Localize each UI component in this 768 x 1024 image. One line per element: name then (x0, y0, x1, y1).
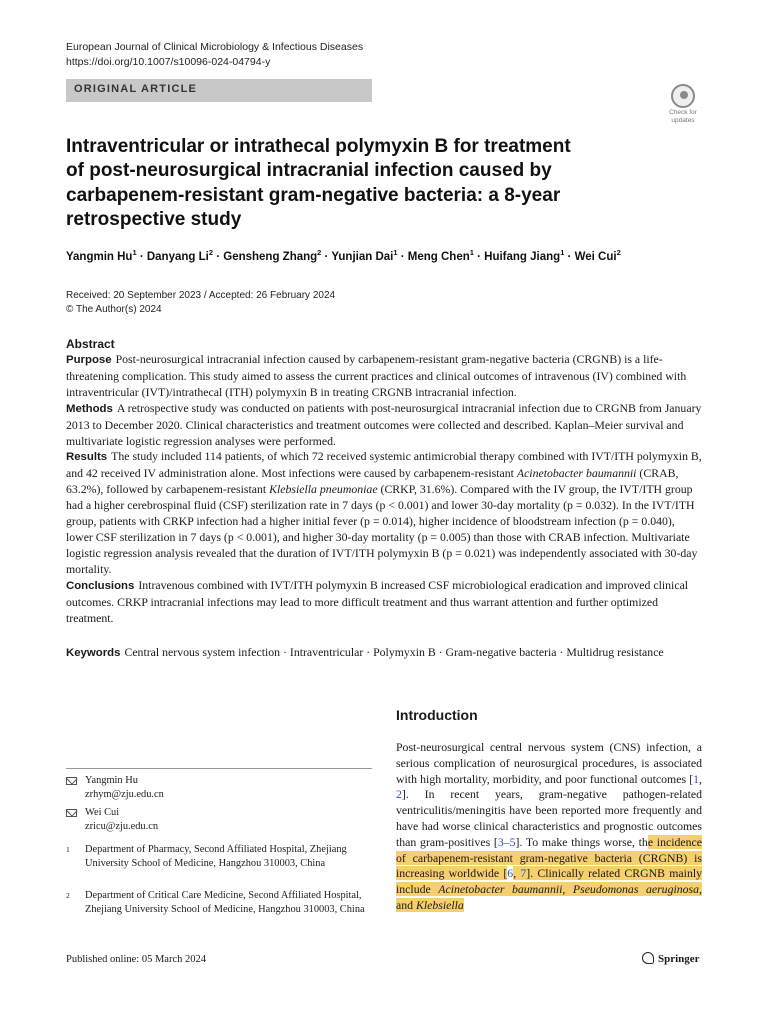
envelope-icon (66, 777, 77, 785)
corresponding-author-2 (66, 806, 372, 833)
highlighted-text: e incidence of carbapenem-resistant gram-negative bacteria (CRGNB) is increasing worldwi (396, 834, 702, 881)
citation-link[interactable]: 1 (693, 771, 700, 786)
keywords-label: Keywords (66, 647, 121, 659)
affiliation-text: Department of Pharmacy, Second Affiliated Hospital, Zhejiang University School of Medicine, Hangzhou 310003, China (85, 844, 347, 869)
footnote-divider (66, 768, 372, 769)
species-name: Klebsiella pneumoniae (269, 482, 378, 497)
methods-text: A retrospective study was conducted on patients with post-neurosurgical intracranial infection due to CRGNB from January 2013 to December 2020. Clinical characteristics and treatment outcomes were collected and described. Kaplan–Meier survival and multivariate logistic regression analyses were performed. (66, 400, 702, 448)
publisher-name: Springer (658, 953, 700, 965)
badge-label-1: Check for (669, 109, 697, 116)
affiliation-number: 1 (66, 845, 70, 854)
results-text: The study included 114 patients, of which 72 received systemic antimicrobial therapy combined with IVT/ITH polymyxin B, and 42 received IV administration alone. Most infections were caused by carbapenem-resistant (66, 449, 702, 481)
article-type-banner (66, 79, 372, 102)
affiliation-number: 2 (66, 891, 70, 900)
results-label: Results (66, 451, 108, 464)
author-name[interactable]: Huifang Jiang (484, 251, 561, 263)
methods-label: Methods (66, 402, 113, 415)
author-name[interactable]: Meng Chen (407, 251, 470, 263)
intro-text: , and (396, 882, 702, 912)
citation-link[interactable]: 2 (396, 787, 402, 802)
affiliation-1 (66, 843, 366, 870)
corr-name: Yangmin Hu (85, 775, 138, 786)
received-accepted: Received: 20 September 2023 / Accepted: 26 February 2024 (66, 290, 336, 301)
author-name[interactable]: Yangmin Hu (66, 251, 133, 263)
affiliation-2 (66, 889, 366, 916)
affiliation-text: Department of Critical Care Medicine, Second Affiliated Hospital, Zhejiang University School of Medicine, Hangzhou 310003, China (85, 890, 365, 915)
highlighted-species: Pseudomonas aeruginosa (572, 882, 700, 897)
abstract-methods (66, 401, 704, 450)
highlighted-species: Acinetobacter baumannii (438, 882, 563, 897)
intro-text: ]. To make things worse, th (515, 834, 648, 849)
author-name[interactable]: Gensheng Zhang (223, 251, 318, 263)
journal-header (66, 40, 363, 70)
abstract-heading: Abstract (66, 337, 115, 351)
corr-email[interactable]: zrhym@zju.edu.cn (85, 788, 164, 800)
intro-text: ]. In recent years, gram-negative pathogen-related ventriculitis/meningitis have been reported more frequently and have had worse clinical characteristics and prognostic outcomes than gram-positives [ (396, 787, 702, 849)
check-for-updates-icon (671, 84, 695, 108)
badge-label-2: updates (671, 117, 695, 124)
author-affiliation: 1 (132, 248, 137, 257)
author-name[interactable]: Wei Cui (574, 251, 617, 263)
intro-text: ]. Clinically related CRGNB mainly include (396, 866, 703, 897)
purpose-text: Post-neurosurgical intracranial infection caused by carbapenem-resistant gram-negative bacteria (CRGNB) is a life-threatening complication. This study aimed to assess the current practices and clinical outcomes of intravenous (IV) combined with intraventricular (IVT)/intrathecal (ITH) polymyxin B in treating CRGNB intracranial infection. (66, 352, 687, 399)
results-text: (CRAB, 63.2%), followed by carbapenem-resistant (66, 466, 679, 497)
publisher-logo (642, 952, 700, 965)
author-affiliation: 2 (616, 248, 621, 257)
check-for-updates-badge[interactable] (664, 84, 702, 124)
article-title: Intraventricular or intrathecal polymyxin B for treatment of post-neurosurgical intracranial infection caused by carbapenem-resistant gram-negative bacteria: a 8-year retrospective study (66, 136, 571, 231)
citation-link[interactable]: 6 (507, 866, 514, 881)
corr-name: Wei Cui (85, 807, 120, 818)
copyright: © The Author(s) 2024 (66, 303, 162, 315)
author-name[interactable]: Danyang Li (146, 251, 209, 263)
author-affiliation: 1 (469, 248, 474, 257)
journal-name: European Journal of Clinical Microbiology & Infectious Diseases (66, 41, 364, 53)
author-affiliation: 2 (317, 248, 322, 257)
abstract-conclusions (66, 578, 704, 627)
intro-text: Post-neurosurgical central nervous system (CNS) infection, a serious complication of neurosurgical procedures, is associated with high mortality, morbidity, and poor functional outcomes [ (396, 740, 702, 786)
conclusions-label: Conclusions (66, 579, 135, 592)
author-affiliation: 1 (560, 248, 565, 257)
purpose-label: Purpose (66, 354, 112, 366)
intro-text: , (699, 771, 702, 786)
author-list: Yangmin $Hu^1$ · Danyang $Li^2$ · Gensheng Zhang$^2$ · Yunjian Dai$^1$ · Meng Chen$^1$ · Huifang Jiang$^1$ · Wei Cui$^2$ (66, 248, 621, 263)
conclusions-text: Intravenous combined with IVT/ITH polymyxin B increased CSF microbiological eradication and improved clinical outcomes. CRKP intracranial infections may lead to more difficult treatment and thus warrant attention and further optimized treatment. (66, 577, 689, 625)
article-dates (66, 289, 335, 316)
abstract-results (66, 449, 704, 577)
introduction-body (396, 740, 702, 914)
author-affiliation: 2 (208, 248, 214, 257)
species-name: Acinetobacter baumannii (516, 466, 637, 481)
corresponding-author-1 (66, 774, 372, 801)
author-affiliation: 1 (393, 248, 398, 257)
introduction-heading: Introduction (396, 707, 478, 723)
intro-text: de [ (488, 866, 508, 881)
article-type-label: ORIGINAL ARTICLE (74, 83, 198, 95)
abstract-body (66, 352, 704, 626)
highlighted-species: Klebsiella (415, 897, 464, 912)
doi-link[interactable]: https://doi.org/10.1007/s10096-024-04794-y (66, 56, 271, 68)
keywords (66, 644, 704, 661)
results-text: (CRKP, 31.6%). Compared with the IV group, the IVT/ITH group had a higher cerebrospinal fluid (CSF) sterilization rate in 7 days (p < 0.001) and lower 30-day mortality (p = 0.032). In the IVT/ITH group, patients with CRKP infection had a higher initial fever (p = 0.014), higher incidence of bloodstream infection (p = 0.040), lower CSF sterilization in 7 days (p < 0.001), and higher 30-day mortality (p = 0.005) than those with CRAB infection. Multivariate logistic regression analysis revealed that the duration of IVT/ITH polymyxin B (p = 0.021) was independently associated with 30-day mortality. (66, 482, 698, 576)
keywords-text: Central nervous system infection · Intraventricular · Polymyxin B · Gram-negative bacteria · Multidrug resistance (124, 645, 664, 659)
corr-email[interactable]: zricu@zju.edu.cn (85, 820, 159, 832)
abstract-purpose (66, 352, 704, 401)
citation-link[interactable]: 7 (520, 866, 527, 881)
citation-link[interactable]: 3–5 (497, 834, 516, 849)
intro-text: , (562, 882, 573, 897)
envelope-icon (66, 809, 77, 817)
published-date: Published online: 05 March 2024 (66, 954, 206, 965)
springer-logo-icon (642, 952, 654, 964)
author-name[interactable]: Yunjian Dai (331, 251, 394, 263)
intro-text: , (513, 866, 521, 881)
